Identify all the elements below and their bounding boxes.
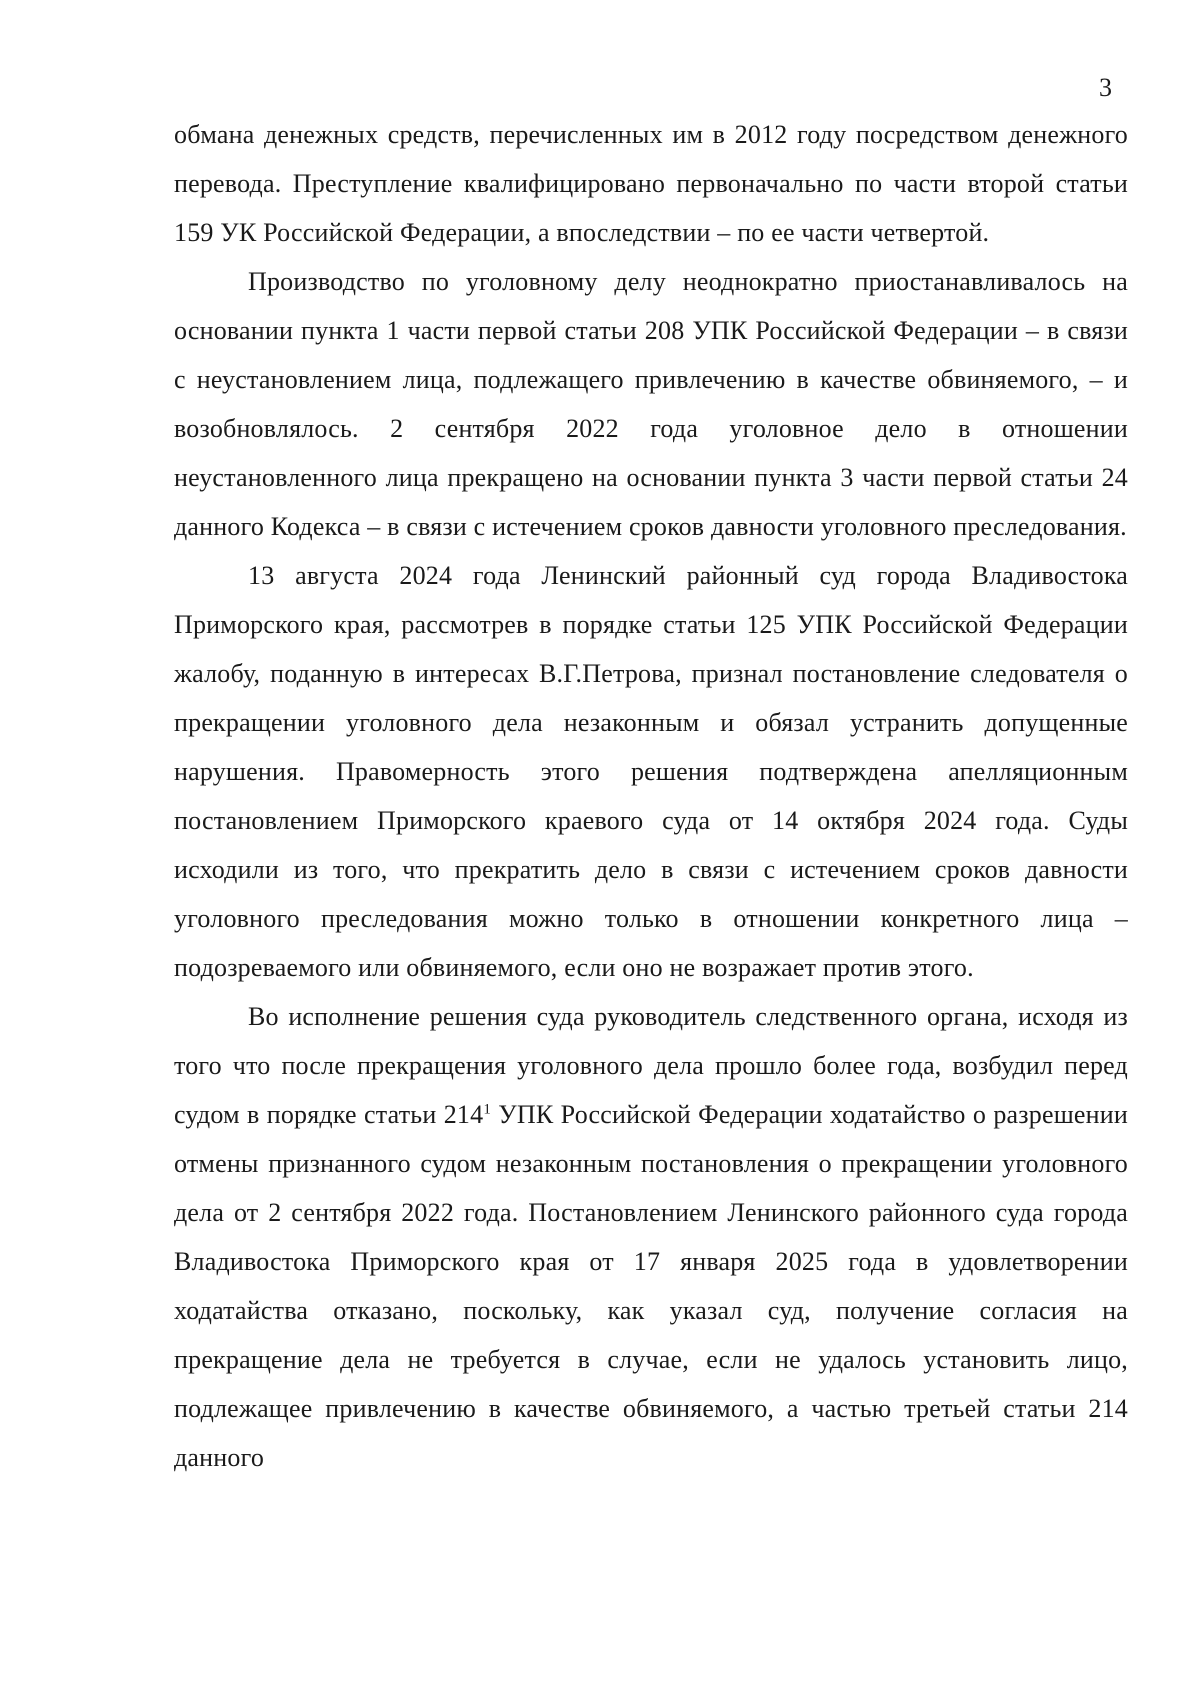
paragraph-4-text-before: Во исполнение решения суда руководитель следственного органа, исходя из того что после прекращения уголовного дела прошло более года, возбудил перед судом в порядке статьи 214 [174,1002,1128,1129]
paragraph-4 [174,992,1128,1482]
document-body [174,110,1128,1482]
article-superscript: 1 [483,1101,492,1118]
paragraph-2: Производство по уголовному делу неоднократно приостанавливалось на основании пункта 1 части первой статьи 208 УПК Российской Федерации – в связи с неустановлением лица, подлежащего привлечению в качестве обвиняемого, – и возобновлялось. 2 сентября 2022 года уголовное дело в отношении неустановленного лица прекращено на основании пункта 3 части первой статьи 24 данного Кодекса – в связи с истечением сроков давности уголовного преследования. [174,267,1128,541]
paragraph-3: 13 августа 2024 года Ленинский районный суд города Владивостока Приморского края, рассмотрев в порядке статьи 125 УПК Российской Федерации жалобу, поданную в интересах В.Г.Петрова, признал постановление следователя о прекращении уголовного дела незаконным и обязал устранить допущенные нарушения. Правомерность этого решения подтверждена апелляционным постановлением Приморского краевого суда от 14 октября 2024 года. Суды исходили из того, что прекратить дело в связи с истечением сроков давности уголовного преследования можно только в отношении конкретного лица – подозреваемого или обвиняемого, если оно не возражает против этого. [174,561,1128,982]
paragraph-1: обмана денежных средств, перечисленных им в 2012 году посредством денежного перевода. Преступление квалифицировано первоначально по части второй статьи 159 УК Российской Федерации, а впоследствии – по ее части четвертой. [174,120,1128,247]
page-number: 3 [1099,73,1112,102]
paragraph-4-text-after: УПК Российской Федерации ходатайство о разрешении отмены признанного судом незаконным постановления о прекращении уголовного дела от 2 сентября 2022 года. Постановлением Ленинского районного суда города Владивостока Приморского края от 17 января 2025 года в удовлетворении ходатайства отказано, поскольку, как указал суд, получение согласия на прекращение дела не требуется в случае, если не удалось установить лицо, подлежащее привлечению в качестве обвиняемого, а частью третьей статьи 214 данного [174,1100,1128,1472]
